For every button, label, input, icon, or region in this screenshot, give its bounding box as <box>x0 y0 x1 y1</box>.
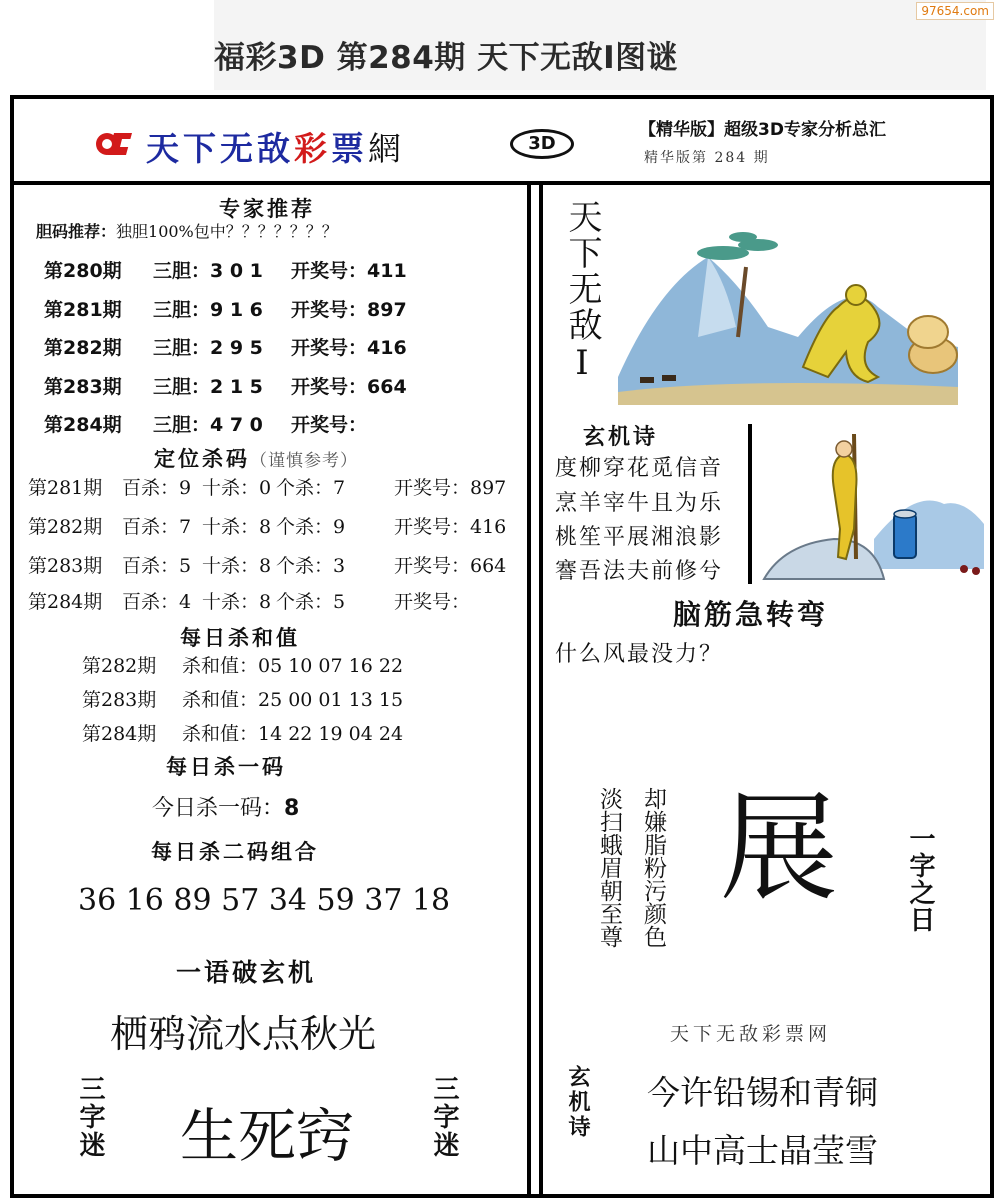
figure-illustration-art <box>764 434 984 579</box>
monkey-illustration <box>618 227 958 407</box>
vertical-poem-col1: 却嫌脂粉污颜色 <box>640 787 666 948</box>
riddle-poster <box>10 95 994 1198</box>
phrase-text: 栖鸦流水点秋光 <box>110 1012 377 1056</box>
one-kill-label: 今日杀一码： <box>152 796 285 821</box>
poem-divider <box>748 424 752 584</box>
brain-teaser-heading: 脑筋急转弯 <box>673 598 829 631</box>
lottery-logo-icon <box>92 129 148 159</box>
issue-label: 第284期 <box>44 414 122 436</box>
three-riddle-answer: 生死窍 <box>180 1102 355 1170</box>
issue-label: 第283期 <box>82 689 157 711</box>
vertical-divider <box>527 185 543 1194</box>
bottom-poem-label: 玄机诗 <box>565 1065 590 1140</box>
poem-heading: 玄机诗 <box>583 425 659 450</box>
figure-illustration <box>754 429 984 589</box>
draw-number: 开奖号： <box>394 591 471 613</box>
issue-label: 第283期 <box>44 376 122 398</box>
three-riddle-label-right: 三字迷 <box>429 1075 459 1159</box>
page-title: 福彩3D 第284期 天下无敌Ⅰ图谜 <box>214 40 679 76</box>
dan-line <box>36 219 338 242</box>
issue-label: 第284期 <box>82 723 157 745</box>
issue-label: 第280期 <box>44 260 122 282</box>
two-kill-heading: 每日杀二码组合 <box>151 840 319 864</box>
three-dan: 三胆：3 0 1 <box>153 260 263 282</box>
draw-number: 开奖号：416 <box>394 516 507 538</box>
unit-kill: 个杀：9 <box>276 516 346 538</box>
one-kill-value: 8 <box>284 796 300 821</box>
hundred-kill: 百杀：9 <box>122 477 192 499</box>
vertical-title: 天下无敌Ⅰ <box>562 199 602 385</box>
issue-label: 第282期 <box>82 655 157 677</box>
three-dan: 三胆：9 1 6 <box>153 299 263 321</box>
lottery-logo-text <box>146 123 405 170</box>
draw-number: 开奖号：897 <box>291 299 407 321</box>
monkey-illustration-art <box>618 232 958 405</box>
big-riddle-char: 展 <box>720 779 839 917</box>
horizontal-divider <box>14 181 990 185</box>
site-name: 天下无敌彩票网 <box>670 1023 832 1045</box>
issue-label: 第282期 <box>28 516 103 538</box>
position-kill-title: 定位杀码 <box>154 447 250 471</box>
issue-label: 第283期 <box>28 555 103 577</box>
issue-label: 第284期 <box>28 591 103 613</box>
draw-number: 开奖号：664 <box>394 555 507 577</box>
three-dan: 三胆：4 7 0 <box>153 414 263 436</box>
logo-text-part: 網 <box>368 129 405 168</box>
draw-number: 开奖号：416 <box>291 337 407 359</box>
poem-line: 烹羊宰牛且为乐 <box>555 491 724 516</box>
ten-kill: 十杀：0 <box>202 477 272 499</box>
unit-kill: 个杀：3 <box>276 555 346 577</box>
three-dan: 三胆：2 1 5 <box>153 376 263 398</box>
three-dan: 三胆：2 9 5 <box>153 337 263 359</box>
brain-teaser-question: 什么风最没力？ <box>555 642 724 667</box>
hundred-kill: 百杀：4 <box>122 591 192 613</box>
poem-line: 度柳穿花觅信音 <box>555 456 724 481</box>
vertical-poem-col2: 淡扫蛾眉朝至尊 <box>596 787 622 948</box>
draw-number: 开奖号：897 <box>394 477 507 499</box>
bottom-poem-line: 山中高士晶莹雪 <box>647 1131 878 1170</box>
draw-number: 开奖号： <box>291 414 368 436</box>
logo-text-red: 彩 <box>294 129 331 168</box>
issue-label: 第281期 <box>44 299 122 321</box>
bottom-poem-line: 今许铅锡和青铜 <box>647 1073 878 1112</box>
expert-heading: 专家推荐 <box>219 197 315 221</box>
draw-number: 开奖号：411 <box>291 260 407 282</box>
ten-kill: 十杀：8 <box>202 516 272 538</box>
logo-text-part: 天下无敌 <box>146 129 294 168</box>
position-kill-heading <box>154 443 358 473</box>
site-watermark[interactable]: 97654.com <box>916 2 994 20</box>
position-kill-note: （谨慎参考） <box>250 451 358 471</box>
3d-badge: 3D <box>510 129 574 159</box>
hundred-kill: 百杀：7 <box>122 516 192 538</box>
poem-line: 桃笙平展湘浪影 <box>555 525 724 550</box>
ten-kill: 十杀：8 <box>202 591 272 613</box>
ten-kill: 十杀：8 <box>202 555 272 577</box>
issue-label: 第282期 <box>44 337 122 359</box>
three-riddle-label-left: 三字迷 <box>75 1075 105 1159</box>
logo-text-part: 票 <box>331 129 368 168</box>
poem-line: 謇吾法夫前修兮 <box>555 559 724 584</box>
hundred-kill: 百杀：5 <box>122 555 192 577</box>
draw-number: 开奖号：664 <box>291 376 407 398</box>
sum-values: 杀和值：25 00 01 13 15 <box>182 689 404 711</box>
edition-issue: 精华版第 284 期 <box>644 150 770 166</box>
edition-title: 【精华版】超级3D专家分析总汇 <box>639 120 886 140</box>
dan-label: 胆码推荐： <box>36 222 117 241</box>
sum-kill-heading: 每日杀和值 <box>180 626 300 650</box>
unit-kill: 个杀：7 <box>276 477 346 499</box>
phrase-heading: 一语破玄机 <box>176 958 317 987</box>
two-kill-values: 36 16 89 57 34 59 37 18 <box>78 883 451 918</box>
issue-label: 第281期 <box>28 477 103 499</box>
one-day-label: 一字之日 <box>905 825 935 933</box>
sum-values: 杀和值：14 22 19 04 24 <box>182 723 404 745</box>
one-kill-heading: 每日杀一码 <box>166 755 286 779</box>
sum-values: 杀和值：05 10 07 16 22 <box>182 655 404 677</box>
dan-text: 独胆100%包中？？？？？？？ <box>116 222 338 241</box>
unit-kill: 个杀：5 <box>276 591 346 613</box>
one-kill-line <box>152 791 299 822</box>
